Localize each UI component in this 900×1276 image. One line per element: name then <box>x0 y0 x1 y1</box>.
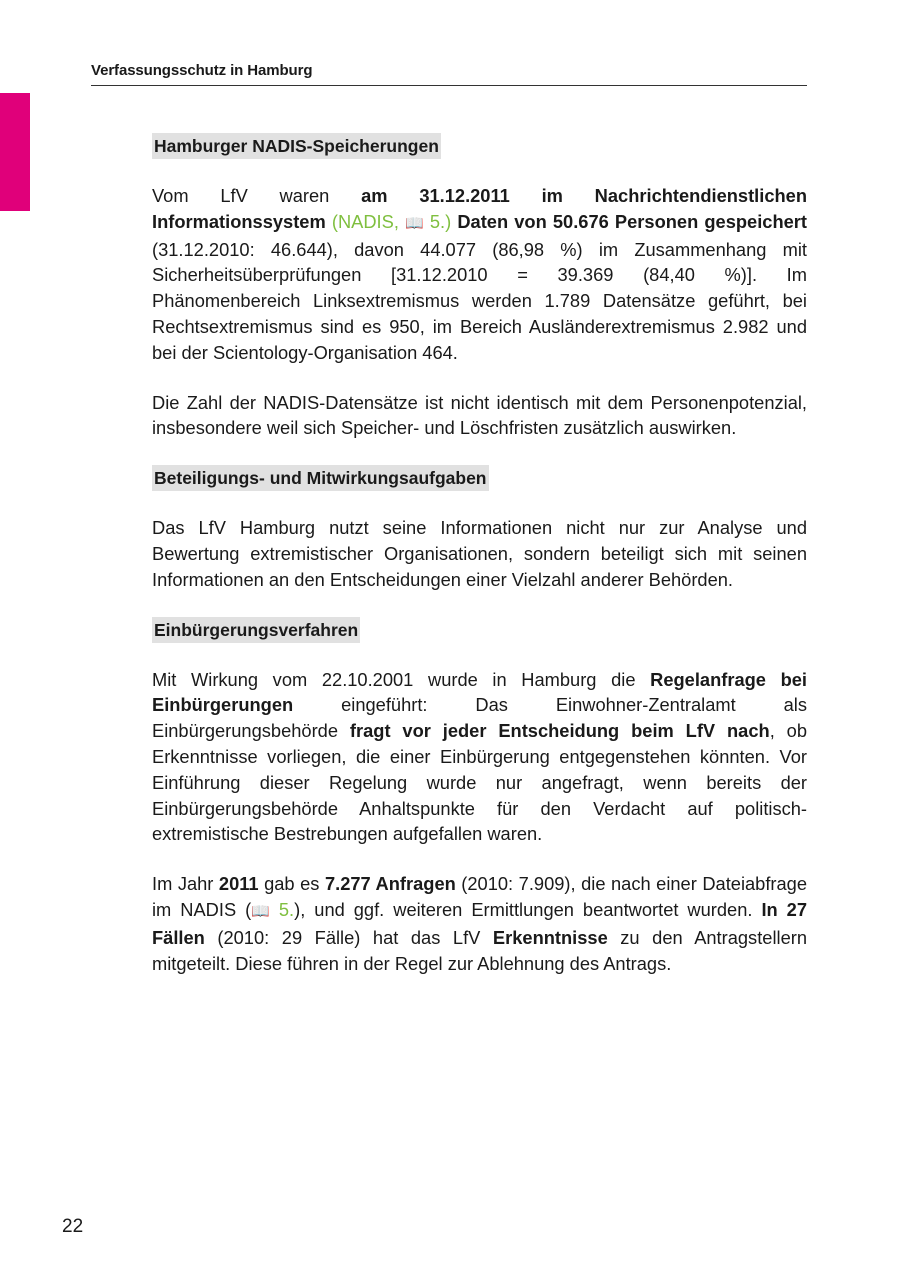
book-icon: 📖 <box>251 902 270 920</box>
book-icon: 📖 <box>405 214 424 232</box>
paragraph-nadis-1: Vom LfV waren am 31.12.2011 im Nachrichtendienstlichen Informationssystem (NADIS, 📖 5.) Daten von 50.676 Personen gespeichert (31.12.2010: 46.644), davon 44.077 (86,98 %) im Zusammenhang mit Sicherheitsüberprüfungen [31.12.2010 = 39.369 (84,40 %)]. Im Phänomenbereich Linksextremismus werden 1.789 Datensätze geführt, bei Rechtsextremismus sind es 950, im Bereich Ausländerextremismus 2.982 und bei der Scientology-Organisation 464. <box>152 185 807 363</box>
nadis-reference-2[interactable]: 📖 5. <box>251 899 294 920</box>
paragraph-nadis-2: Die Zahl der NADIS-Datensätze ist nicht identisch mit dem Personenpotenzial, insbesondere weil sich Speicher- und Löschfristen zusätzlich auswirken. <box>152 391 807 439</box>
paragraph-einbuergerung-1: Mit Wirkung vom 22.10.2001 wurde in Hamburg die Regelanfrage bei Einbürgerungen eingeführt: Das Einwohner-Zentralamt als Einbürgerungsbehörde fragt vor jeder Entscheidung beim LfV nach, ob Erkenntnisse vorliegen, die einer Einbürgerung entgegenstehen könnten. Vor Einführung dieser Regelung wurde nur angefragt, wenn bereits der Einbürgerungsbehörde Anhaltspunkte für den Verdacht auf politisch-extremistische Bestrebungen aufgefallen waren. <box>152 668 808 845</box>
running-header <box>91 60 807 86</box>
page-content <box>152 133 807 976</box>
section-color-marker <box>0 93 30 211</box>
paragraph-einbuergerung-2: Im Jahr 2011 gab es 7.277 Anfragen (2010: 7.909), die nach einer Dateiabfrage im NADIS (📖 5.), und ggf. weiteren Ermittlungen beantwortet wurden. In 27 Fällen (2010: 29 Fälle) hat das LfV Erkenntnisse zu den Antragstellern mitgeteilt. Diese führen in der Regel zur Ablehnung des Antrags. <box>152 873 808 974</box>
section-heading-beteiligung: Beteiligungs- und Mitwirkungsaufgaben <box>152 465 489 491</box>
nadis-reference[interactable]: (NADIS, 📖 5.) <box>332 211 451 232</box>
section-heading-einbuergerung: Einbürgerungsverfahren <box>152 617 360 643</box>
page-number: 22 <box>62 1216 84 1237</box>
paragraph-beteiligung-1: Das LfV Hamburg nutzt seine Informationen nicht nur zur Analyse und Bewertung extremistischer Organisationen, sondern beteiligt sich mit seinen Informationen an den Entscheidungen einer Vielzahl anderer Behörden. <box>152 517 807 590</box>
section-heading-nadis: Hamburger NADIS-Speicherungen <box>152 133 441 159</box>
running-header-title: Verfassungsschutz in Hamburg <box>91 62 313 79</box>
